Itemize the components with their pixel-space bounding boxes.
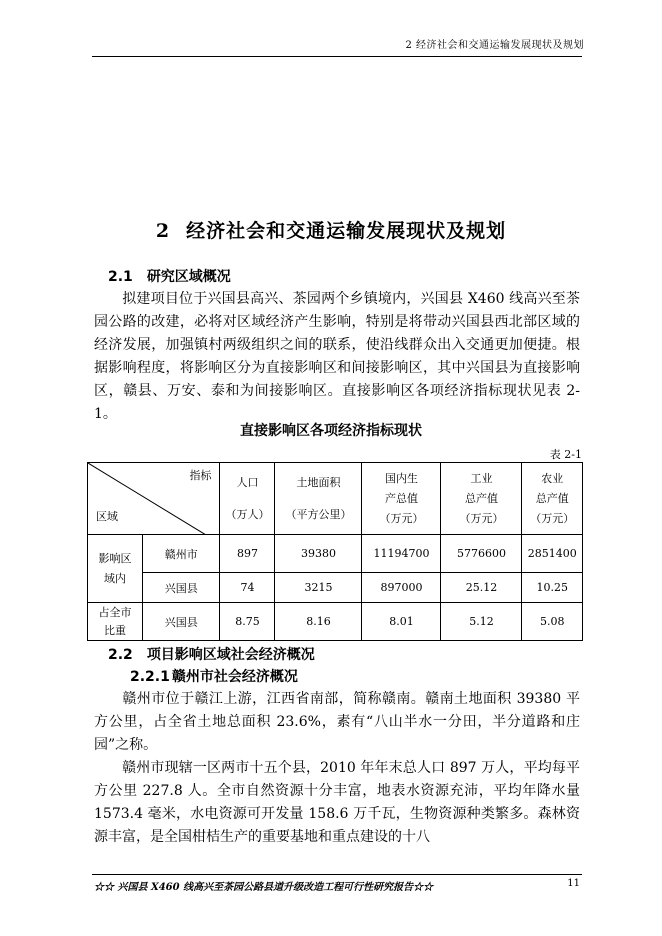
section-2-2-1-paragraph-1 [94, 688, 580, 757]
corner-bottom-label: 区域 [96, 510, 118, 523]
header-gdp: 国内生 产总值 （万元） [362, 463, 441, 535]
table-row [88, 535, 583, 573]
table-number: 表 2-1 [549, 448, 582, 461]
chapter-title-text: 经济社会和交通运输发展现状及规划 [186, 220, 507, 242]
table-header-row [88, 463, 583, 535]
section-2-2-1-heading [130, 666, 298, 686]
section-2-1-heading [108, 266, 231, 286]
section-2-1-paragraph [94, 288, 580, 426]
corner-header-cell [88, 463, 220, 535]
section-number: 2.2.1 [130, 669, 170, 685]
cell-value: 25.12 [441, 573, 522, 603]
footer-rule [92, 874, 582, 875]
corner-diagonal [88, 463, 206, 535]
page-number: 11 [567, 878, 580, 889]
cell-value: 11194700 [362, 535, 441, 573]
cell-value: 8.16 [275, 603, 362, 641]
row-name: 赣州市 [143, 535, 220, 573]
table-row [88, 603, 583, 641]
cell-value: 5.12 [441, 603, 522, 641]
cell-value: 3215 [275, 573, 362, 603]
cell-value: 8.01 [362, 603, 441, 641]
paragraph-text: 赣州市现辖一区两市十五个县，2010 年年末总人口 897 万人，平均每平方公里 227.8 人。全市自然资源十分丰富，地表水资源充沛，平均年降水量 1573.4 毫米，水电资源可开发量 158.6 万千瓦，生物资源种类繁多。森林资源丰富，是全国柑桔生产的重要基地和重点建设的十八 [94, 760, 580, 845]
cell-value: 74 [220, 573, 275, 603]
cell-value: 39380 [275, 535, 362, 573]
group-label-cell: 影响区 域内 [88, 535, 143, 603]
cell-value: 5776600 [441, 535, 522, 573]
table-title: 直接影响区各项经济指标现状 [240, 423, 422, 439]
row-name: 兴国县 [143, 603, 220, 641]
header-rule [92, 56, 582, 57]
cell-value: 8.75 [220, 603, 275, 641]
cell-value: 2851400 [522, 535, 583, 573]
section-2-2-heading [108, 644, 315, 664]
running-header: 2 经济社会和交通运输发展现状及规划 [405, 40, 584, 51]
cell-value: 10.25 [522, 573, 583, 603]
header-industry-output: 工业 总产值 （万元） [441, 463, 522, 535]
section-number: 2.1 [108, 269, 133, 285]
section-title: 赣州市社会经济概况 [171, 669, 298, 685]
table-row [88, 573, 583, 603]
footer-report-title: ☆☆ 兴国县 X460 线高兴至茶园公路县道升级改造工程可行性研究报告☆☆ [94, 882, 434, 893]
row-name: 兴国县 [143, 573, 220, 603]
chapter-number: 2 [155, 220, 171, 242]
section-title: 项目影响区域社会经济概况 [146, 647, 315, 663]
cell-value: 897 [220, 535, 275, 573]
economic-indicator-table [87, 462, 583, 641]
section-2-2-1-paragraph-2 [94, 757, 580, 849]
header-land-area: 土地面积 （平方公里） [275, 463, 362, 535]
header-agriculture-output: 农业 总产值 （万元） [522, 463, 583, 535]
paragraph-text: 拟建项目位于兴国县高兴、茶园两个乡镇境内，兴国县 X460 线高兴至茶园公路的改建，必将对区域经济产生影响，特别是将带动兴国县西北部区域的经济发展，加强镇村两级组织之间的联系，使沿线群众出入交通更加便捷。根据影响程度，将影响区分为直接影响区和间接影响区，其中兴国县为直接影响区，赣县、万安、泰和为间接影响区。直接影响区各项经济指标现状见表 2-1。 [94, 291, 580, 422]
chapter-title [0, 216, 662, 243]
header-population: 人口 （万人） [220, 463, 275, 535]
ratio-label-cell: 占全市 比重 [88, 603, 143, 641]
corner-top-label: 指标 [189, 469, 212, 482]
section-title: 研究区域概况 [146, 269, 231, 285]
section-number: 2.2 [108, 647, 133, 663]
paragraph-text: 赣州市位于赣江上游，江西省南部，简称赣南。赣南土地面积 39380 平方公里，占全省土地总面积 23.6%，素有“八山半水一分田，半分道路和庄园”之称。 [94, 691, 580, 753]
cell-value: 5.08 [522, 603, 583, 641]
cell-value: 897000 [362, 573, 441, 603]
